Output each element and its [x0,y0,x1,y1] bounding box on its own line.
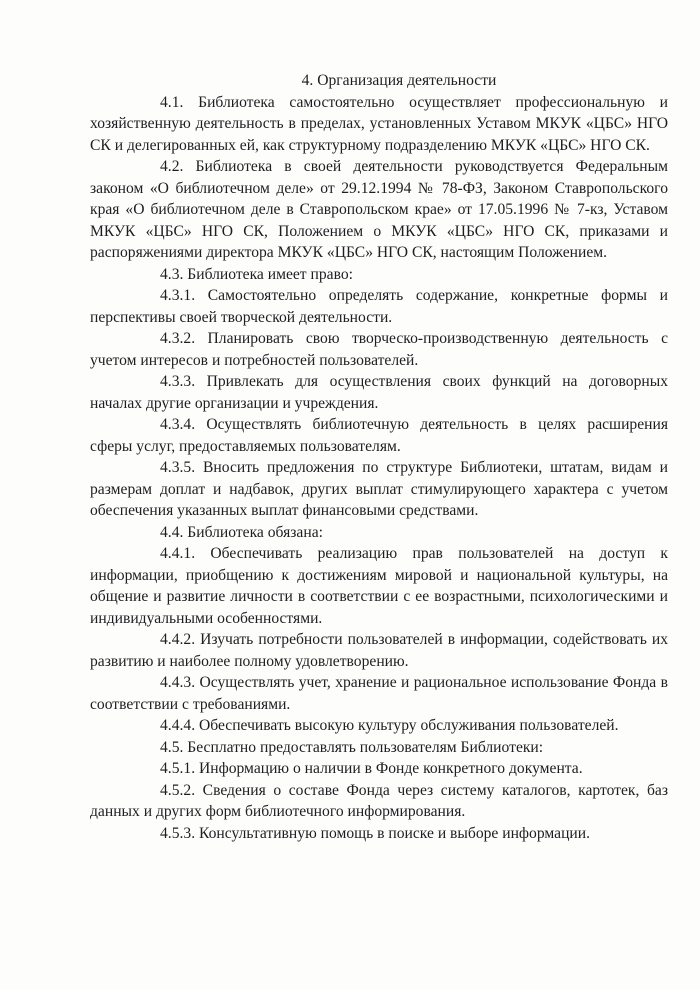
paragraph-4-4-2: 4.4.2. Изучать потребности пользователей в информации, содействовать их развитию и наиболее полному удовлетворению. [90,631,668,670]
paragraph-4-4-3: 4.4.3. Осуществлять учет, хранение и рациональное использование Фонда в соответствии с требованиями. [90,674,668,713]
paragraph-4-5-1: 4.5.1. Информацию о наличии в Фонде конкретного документа. [160,760,583,777]
paragraph-4-5-3: 4.5.3. Консультативную помощь в поиске и выборе информации. [160,824,591,842]
paragraph-4-4: 4.4. Библиотека обязана: [160,523,323,541]
paragraph-4-5: 4.5. Бесплатно предоставлять пользователям Библиотеки: [160,738,544,756]
paragraph-4-4-1: 4.4.1. Обеспечивать реализацию прав пользователей на доступ к информации, приобщению к достижениям мировой и национальной культуры, на общение и развитие личности в соответствии с ее возрастными, психологическими и индивидуальными особенностями. [90,545,668,627]
paragraph-4-2: 4.2. Библиотека в своей деятельности руководствуется Федеральным законом «О библиотечном деле» от 29.12.1994 № 78-ФЗ, Законом Ставропольского края «О библиотечном деле в Ставропольском крае» от 17.05.1996 № 7-кз, Уставом МКУК «ЦБС» НГО СК, Положением о МКУК «ЦБС» НГО СК, приказами и распоряжениями директора МКУК «ЦБС» НГО СК, настоящим Положением. [90,158,668,261]
paragraph-4-5-2: 4.5.2. Сведения о составе Фонда через систему каталогов, картотек, баз данных и других форм библиотечного информирования. [90,781,668,820]
paragraph-4-3-3: 4.3.3. Привлекать для осуществления своих функций на договорных началах другие организации и учреждения. [90,373,668,412]
paragraph-4-3-2: 4.3.2. Планировать свою творческо-производственную деятельность с учетом интересов и потребностей пользователей. [90,330,668,369]
paragraph-4-4-4: 4.4.4. Обеспечивать высокую культуру обслуживания пользователей. [160,717,619,734]
section-title: 4. Организация деятельности [301,72,497,89]
paragraph-4-3-1: 4.3.1. Самостоятельно определять содержание, конкретные формы и перспективы своей творческой деятельности. [90,287,668,326]
paragraph-4-1: 4.1. Библиотека самостоятельно осуществляет профессиональную и хозяйственную деятельность в пределах, установленных Уставом МКУК «ЦБС» НГО СК и делегированных ей, как структурному подразделению МКУК «ЦБС» НГО СК. [90,93,668,154]
document-body [90,70,668,844]
paragraph-4-3: 4.3. Библиотека имеет право: [160,265,353,283]
paragraph-4-3-4: 4.3.4. Осуществлять библиотечную деятельность в целях расширения сферы услуг, предоставляемых пользователям. [90,416,668,455]
paragraph-4-3-5: 4.3.5. Вносить предложения по структуре Библиотеки, штатам, видам и размерам доплат и надбавок, других выплат стимулирующего характера с учетом обеспечения указанных выплат финансовыми средствами. [90,459,668,519]
